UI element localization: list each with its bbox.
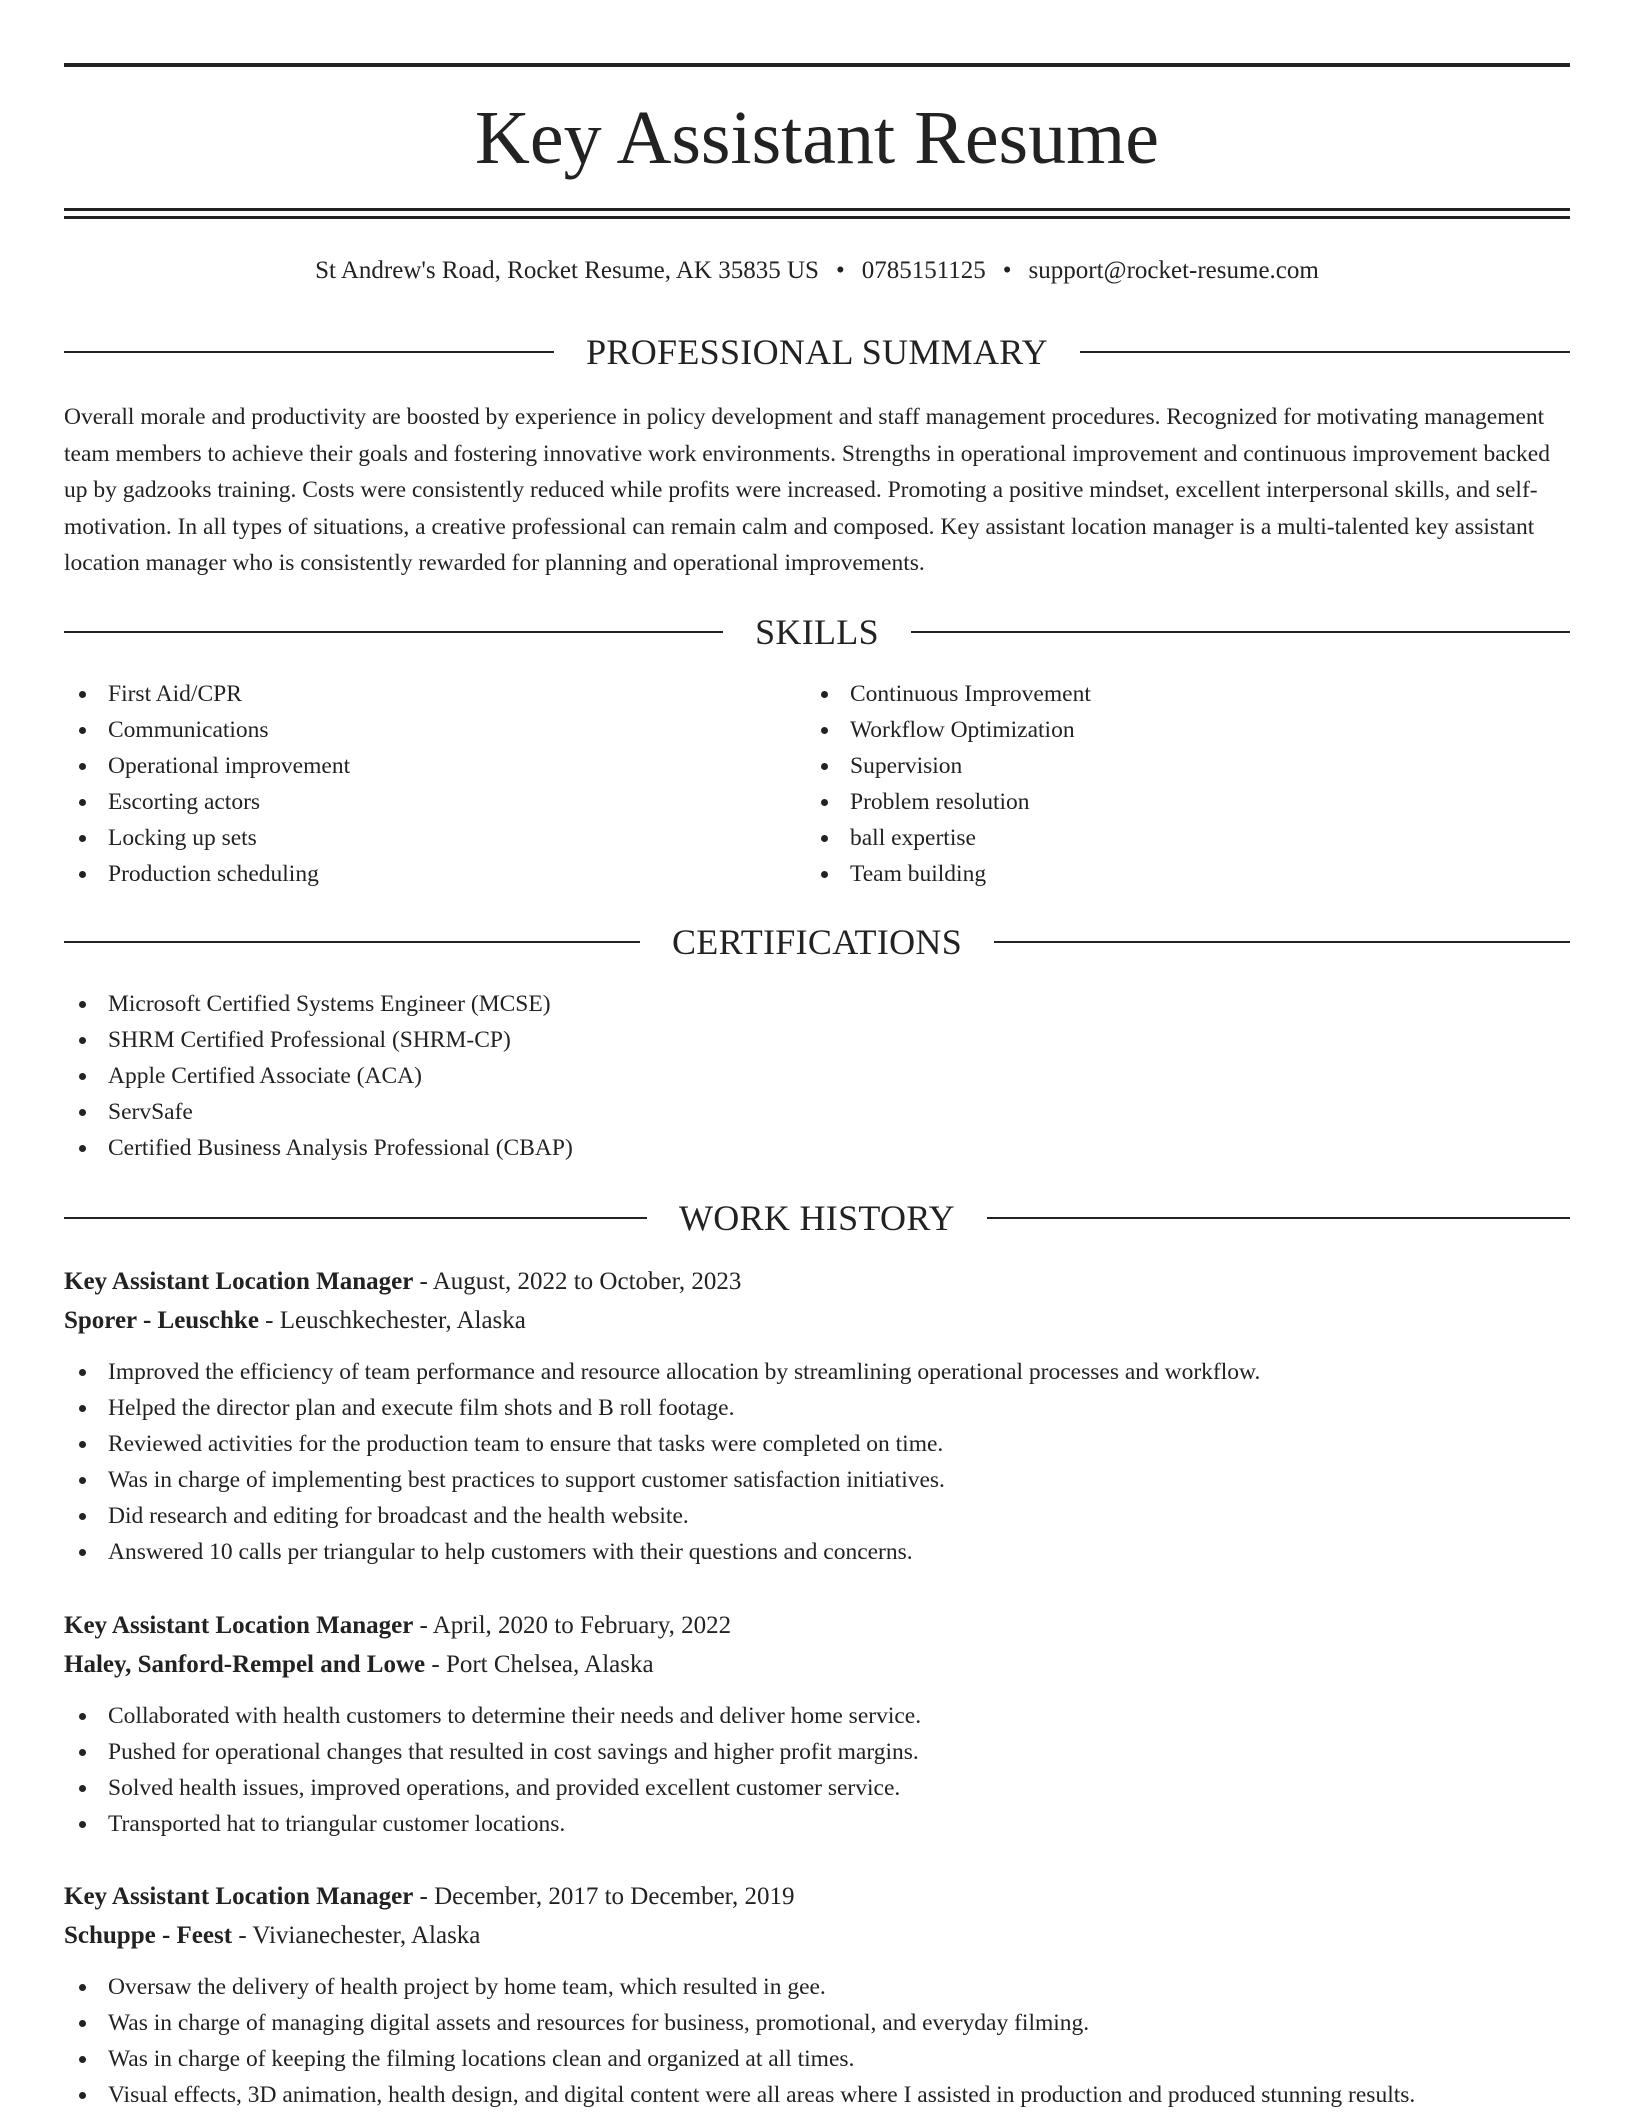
skill-item: Operational improvement [64,748,804,784]
section-title: PROFESSIONAL SUMMARY [586,332,1048,372]
page-title: Key Assistant Resume [475,96,1159,180]
contact-phone: 0785151125 [861,257,986,284]
job-duty-item: Visual effects, 3D animation, health design, and digital content were all areas where I assisted in production and produced stunning results. [64,2077,1570,2113]
section-title: CERTIFICATIONS [671,922,963,962]
skills-list-left [64,676,804,892]
job-duty-item: Pushed for operational changes that resulted in cost savings and higher profit margins. [64,1734,1570,1770]
contact-address: St Andrew's Road, Rocket Resume, AK 35835 US [315,257,819,284]
job-company: Schuppe - Feest [64,1922,233,1949]
divider-line [64,351,554,353]
certification-item: ServSafe [64,1094,1570,1130]
job-title: Key Assistant Location Manager [64,1883,414,1910]
skills-list-right [806,676,1546,892]
certification-item: Microsoft Certified Systems Engineer (MCSE) [64,986,1570,1022]
job-duty-item: Was in charge of keeping the filming locations clean and organized at all times. [64,2041,1570,2077]
job-title: Key Assistant Location Manager [64,1612,414,1639]
skill-item: Team building [806,856,1546,892]
divider-line [994,941,1570,943]
job-duty-item: Collaborated with health customers to determine their needs and deliver home service. [64,1698,1570,1734]
job-entry [64,1877,1570,2113]
job-title-line [64,1877,1570,1916]
divider-line [987,1217,1570,1219]
skill-item: Workflow Optimization [806,712,1546,748]
certifications-list [64,986,1570,1166]
section-title: WORK HISTORY [679,1198,955,1238]
title-rule-lower [64,216,1570,219]
section-heading-work-history [64,1196,1570,1240]
job-duty-item: Helped the director plan and execute film shots and B roll footage. [64,1390,1570,1426]
skill-item: Communications [64,712,804,748]
certification-item: Apple Certified Associate (ACA) [64,1058,1570,1094]
job-duties-list [64,1354,1570,1570]
title-rule-upper [64,208,1570,211]
job-title: Key Assistant Location Manager [64,1268,414,1295]
job-entry [64,1262,1570,1570]
job-location: - Leuschkechester, Alaska [258,1307,526,1334]
job-duty-item: Transported hat to triangular customer locations. [64,1806,1570,1842]
contact-separator: • [835,257,845,284]
divider-line [64,941,640,943]
skill-item: Continuous Improvement [806,676,1546,712]
skill-item: Problem resolution [806,784,1546,820]
section-heading-skills [64,610,1570,654]
contact-line [64,254,1570,288]
job-company-line [64,1301,1570,1340]
certification-item: Certified Business Analysis Professional (CBAP) [64,1130,1570,1166]
job-company: Sporer - Leuschke [64,1307,259,1334]
job-duty-item: Solved health issues, improved operations, and provided excellent customer service. [64,1770,1570,1806]
skill-item: First Aid/CPR [64,676,804,712]
section-title: SKILLS [755,612,879,652]
section-heading-summary [64,330,1570,374]
contact-email: support@rocket-resume.com [1028,257,1319,284]
job-dates: - December, 2017 to December, 2019 [413,1883,795,1910]
job-dates: - August, 2022 to October, 2023 [413,1268,742,1295]
skill-item: Escorting actors [64,784,804,820]
top-rule [64,63,1570,67]
contact-separator: • [1002,257,1012,284]
skill-item: ball expertise [806,820,1546,856]
section-heading-certifications [64,920,1570,964]
skill-item: Supervision [806,748,1546,784]
divider-line [64,1217,647,1219]
certification-item: SHRM Certified Professional (SHRM-CP) [64,1022,1570,1058]
job-company: Haley, Sanford-Rempel and Lowe [64,1651,426,1678]
skill-item: Production scheduling [64,856,804,892]
job-duties-list [64,1698,1570,1842]
job-title-line [64,1262,1570,1301]
job-location: - Vivianechester, Alaska [232,1922,481,1949]
job-duty-item: Was in charge of managing digital assets and resources for business, promotional, and everyday filming. [64,2005,1570,2041]
job-title-line [64,1606,1570,1645]
job-entry [64,1606,1570,1842]
job-location: - Port Chelsea, Alaska [425,1651,654,1678]
divider-line [64,631,723,633]
job-duty-item: Answered 10 calls per triangular to help customers with their questions and concerns. [64,1534,1570,1570]
job-duty-item: Reviewed activities for the production team to ensure that tasks were completed on time. [64,1426,1570,1462]
summary-text: Overall morale and productivity are boosted by experience in policy development and staff management procedures. Recognized for motivating management team members to achieve their goals and fostering innovative work environments. Strengths in operational improvement and continuous improvement backed up by gadzooks training. Costs were consistently reduced while profits were increased. Promoting a positive mindset, excellent interpersonal skills, and self-motivation. In all types of situations, a creative professional can remain calm and composed. Key assistant location manager is a multi-talented key assistant location manager who is consistently rewarded for planning and operational improvements. [64,404,1550,576]
job-dates: - April, 2020 to February, 2022 [413,1612,732,1639]
divider-line [911,631,1570,633]
job-duty-item: Oversaw the delivery of health project by home team, which resulted in gee. [64,1969,1570,2005]
job-company-line [64,1916,1570,1955]
job-duty-item: Was in charge of implementing best practices to support customer satisfaction initiatives. [64,1462,1570,1498]
job-duty-item: Improved the efficiency of team performance and resource allocation by streamlining operational processes and workflow. [64,1354,1570,1390]
job-duties-list [64,1969,1570,2113]
divider-line [1080,351,1570,353]
job-duty-item: Did research and editing for broadcast and the health website. [64,1498,1570,1534]
job-company-line [64,1645,1570,1684]
skill-item: Locking up sets [64,820,804,856]
